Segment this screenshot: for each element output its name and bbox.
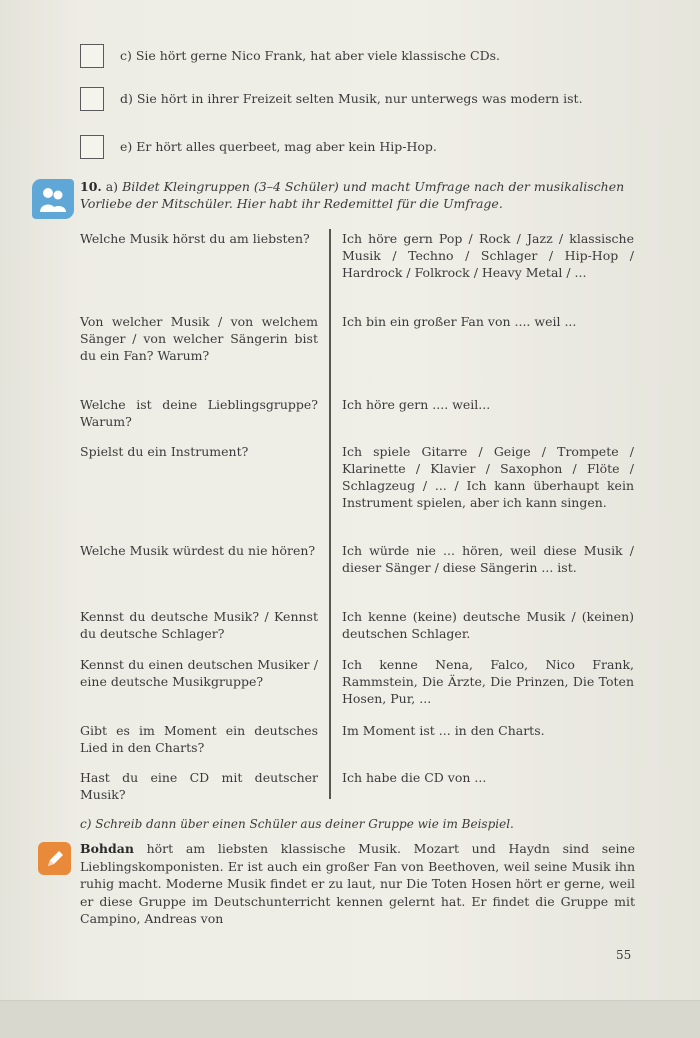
answer-checkbox[interactable] bbox=[80, 135, 104, 159]
survey-question: Gibt es im Moment ein deutsches Lied in den Charts? bbox=[80, 723, 318, 755]
task-10-heading bbox=[80, 178, 635, 212]
survey-question: Von welcher Musik / von welchem Sänger / von welcher Sängerin bist du ein Fan? Warum? bbox=[80, 314, 318, 363]
answer-option-text: e) Er hört alles querbeet, mag aber kein Hip-Hop. bbox=[120, 139, 437, 154]
survey-answer: Ich spiele Gitarre / Geige / Trompete / Klarinette / Klavier / Saxophon / Flöte / Schlagzeug / ... / Ich kann überhaupt kein Instrument spielen, aber ich kann singen. bbox=[342, 444, 634, 510]
survey-answer: Im Moment ist ... in den Charts. bbox=[342, 723, 545, 738]
example-essay bbox=[80, 840, 635, 928]
survey-question: Spielst du ein Instrument? bbox=[80, 444, 249, 459]
essay-student-name: Bohdan bbox=[80, 841, 134, 856]
task-number: 10. bbox=[80, 179, 102, 194]
page-number: 55 bbox=[616, 948, 632, 962]
survey-question: Welche Musik hörst du am liebsten? bbox=[80, 231, 310, 246]
survey-question: Kennst du deutsche Musik? / Kennst du deutsche Schlager? bbox=[80, 609, 318, 641]
survey-answer: Ich kenne Nena, Falco, Nico Frank, Rammstein, Die Ärzte, Die Prinzen, Die Toten Hosen, Pur, ... bbox=[342, 657, 634, 706]
survey-answer: Ich höre gern .... weil... bbox=[342, 397, 491, 412]
answer-checkbox[interactable] bbox=[80, 44, 104, 68]
group-of-students-icon bbox=[32, 179, 74, 219]
page-edge bbox=[0, 1000, 700, 1038]
survey-question: Hast du eine CD mit deutscher Musik? bbox=[80, 770, 318, 802]
essay-text: hört am liebsten klassische Musik. Mozart und Haydn sind seine Lieblingskomponisten. Er ist auch ein großer Fan von Beethoven, weil seine Musik ihn ruhig macht. Moderne Musik findet er zu laut, nur Die Toten Hosen hört er gerne, weil er diese Gruppe im Deutschunterricht kennen gelernt hat. Er findet die Gruppe mit Campino, Andreas von bbox=[80, 841, 635, 926]
answer-option-text: d) Sie hört in ihrer Freizeit selten Musik, nur unterwegs was modern ist. bbox=[120, 91, 583, 106]
survey-answer: Ich höre gern Pop / Rock / Jazz / klassische Musik / Techno / Schlager / Hip-Hop / Hardrock / Folkrock / Heavy Metal / ... bbox=[342, 231, 634, 280]
task-instruction: Bildet Kleingruppen (3–4 Schüler) und macht Umfrage nach der musikalischen Vorliebe der Mitschüler. Hier habt ihr Redemittel für die Umfrage. bbox=[80, 179, 625, 211]
survey-answer: Ich habe die CD von ... bbox=[342, 770, 487, 785]
survey-answer: Ich würde nie ... hören, weil diese Musik / dieser Sänger / diese Sängerin ... ist. bbox=[342, 543, 634, 575]
survey-question: Welche ist deine Lieblingsgruppe? Warum? bbox=[80, 397, 318, 429]
survey-answer: Ich kenne (keine) deutsche Musik / (keinen) deutschen Schlager. bbox=[342, 609, 634, 641]
pen-icon bbox=[38, 842, 71, 875]
table-column-divider bbox=[329, 229, 331, 799]
answer-option-text: c) Sie hört gerne Nico Frank, hat aber viele klassische CDs. bbox=[120, 48, 501, 63]
survey-question: Kennst du einen deutschen Musiker / eine deutsche Musikgruppe? bbox=[80, 657, 318, 689]
answer-checkbox[interactable] bbox=[80, 87, 104, 111]
task-part: a) bbox=[105, 179, 119, 194]
survey-question: Welche Musik würdest du nie hören? bbox=[80, 543, 316, 558]
task-c-instruction: c) Schreib dann über einen Schüler aus deiner Gruppe wie im Beispiel. bbox=[80, 817, 514, 831]
survey-answer: Ich bin ein großer Fan von .... weil ... bbox=[342, 314, 577, 329]
